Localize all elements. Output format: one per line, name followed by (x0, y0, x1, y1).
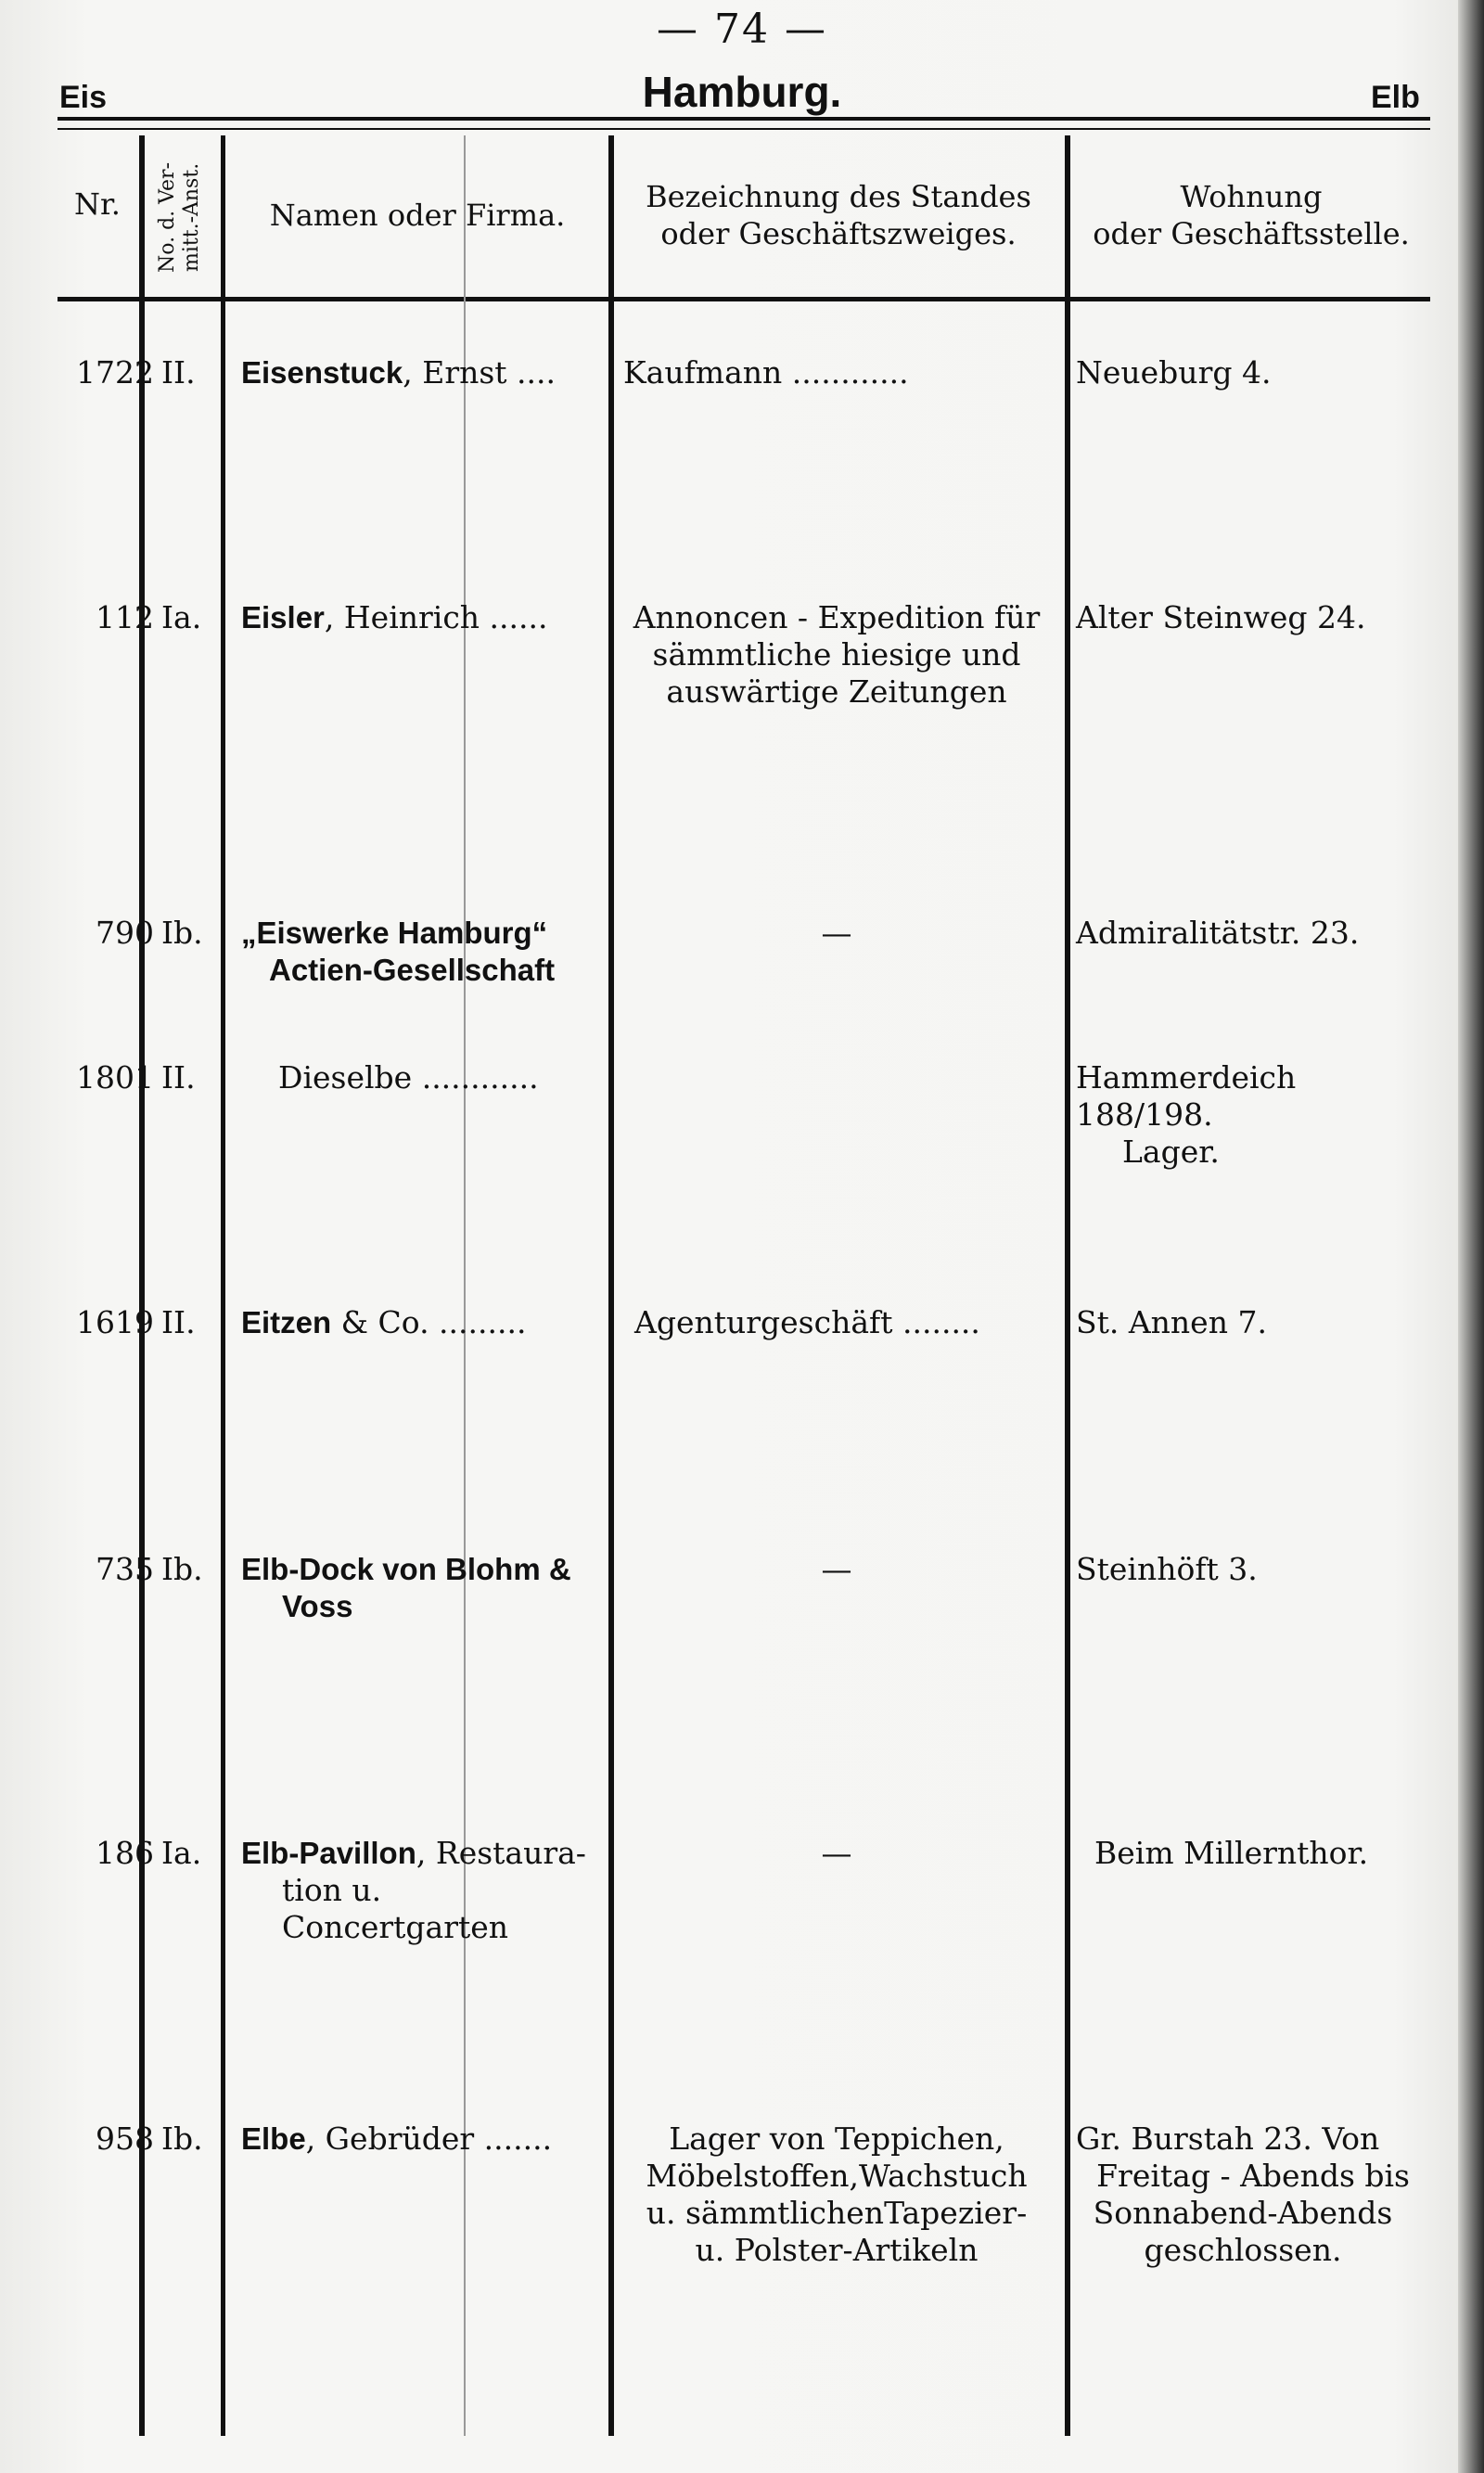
entry-name-bold: Eisler (241, 600, 325, 634)
entry-address: Beim Millernthor. (1094, 1835, 1369, 1871)
col-header-vermittlung: No. d. Ver-mitt.-Anst. (156, 161, 203, 273)
entry-nr: 735 (96, 1551, 154, 1587)
column-divider (1065, 135, 1070, 2436)
col-header-stand-line1: Bezeichnung des Standes (646, 179, 1031, 214)
entry-stand-line: auswärtige Zeitungen (666, 673, 1007, 710)
entry-class: II. (161, 1059, 196, 1096)
entry-name (241, 1304, 612, 1341)
page-number: — 74 — (657, 6, 827, 53)
page-title: Hamburg. (642, 68, 842, 116)
entry-name (241, 1551, 612, 1625)
entry-name-bold: Elb-Dock von Blohm & (241, 1552, 571, 1586)
col-header-wohn-line1: Wohnung (1180, 179, 1323, 214)
entry-name-line2: Voss (282, 1589, 353, 1623)
entry-name-rest: , Ernst .... (403, 354, 556, 391)
entry-nr: 1619 (76, 1304, 154, 1340)
entry-class: Ib. (161, 915, 203, 951)
entry-name (241, 1835, 612, 1946)
col-header-stand (614, 178, 1063, 252)
entry-address (1076, 1059, 1410, 1171)
entry-address-line: Freitag - Abends bis (1096, 2158, 1410, 2194)
entry-stand-line: Annoncen - Expedition für (633, 599, 1041, 635)
header-left: Eis (59, 80, 108, 115)
entry-stand-line: Lager von Teppichen, (669, 2121, 1004, 2157)
entry-class: Ia. (161, 599, 202, 635)
entry-nr: 790 (96, 915, 154, 951)
entry-name-bold: Eitzen (241, 1305, 332, 1339)
entry-address-line: geschlossen. (1144, 2232, 1342, 2268)
column-divider (139, 135, 145, 2436)
entry-name (241, 599, 612, 636)
page-edge-shadow (1458, 0, 1484, 2473)
entry-name-rest: & Co. ......... (331, 1304, 527, 1340)
entry-stand: — (821, 1551, 852, 1587)
entry-stand-line: Möbelstoffen,Wachstuch (646, 2158, 1028, 2194)
col-header-wohnung (1070, 178, 1432, 252)
entry-stand-line: u. sämmtlichenTapezier- (646, 2195, 1028, 2231)
entry-class: Ib. (161, 1551, 203, 1587)
bleed-through-line (464, 135, 466, 2436)
entry-stand: Agenturgeschäft ........ (634, 1304, 980, 1340)
entry-stand (623, 599, 1050, 711)
entry-address: Neueburg 4. (1076, 354, 1272, 391)
header-rule-thin (58, 128, 1430, 130)
entry-class: Ib. (161, 2121, 203, 2157)
entry-address (1076, 2121, 1410, 2269)
col-header-stand-line2: oder Geschäftszweiges. (660, 216, 1017, 251)
entry-class: II. (161, 354, 196, 391)
column-divider (608, 135, 614, 2436)
entry-name-bold: „Eiswerke Hamburg“ (241, 916, 548, 950)
entry-address-line: Sonnabend-Abends (1093, 2195, 1393, 2231)
entry-name-bold: Eisenstuck (241, 355, 403, 390)
entry-nr: 112 (96, 599, 154, 635)
entry-address-line: Gr. Burstah 23. Von (1076, 2121, 1380, 2157)
column-divider (221, 135, 225, 2436)
entry-name (241, 2121, 612, 2158)
entry-address: St. Annen 7. (1076, 1304, 1267, 1340)
entry-name (241, 354, 612, 391)
entry-name-bold: Elb-Pavillon (241, 1836, 416, 1870)
entry-stand-line: sämmtliche hiesige und (652, 636, 1021, 673)
entry-name (241, 915, 612, 989)
entry-name-line2: Actien-Gesellschaft (269, 953, 556, 987)
header-right: Elb (1371, 80, 1420, 115)
entry-nr: 1801 (76, 1059, 154, 1096)
col-header-wohn-line2: oder Geschäftsstelle. (1093, 216, 1410, 251)
entry-stand-line: u. Polster-Artikeln (695, 2232, 979, 2268)
entry-address: Alter Steinweg 24. (1076, 599, 1366, 635)
entry-name: Dieselbe ............ (278, 1059, 539, 1096)
entry-name-rest: , Gebrüder ....... (305, 2121, 553, 2157)
header-rule (58, 117, 1430, 121)
entry-stand: — (821, 1835, 852, 1871)
entry-name-bold: Elbe (241, 2121, 306, 2156)
col-header-name: Namen oder Firma. (269, 198, 566, 233)
entry-stand (623, 2121, 1050, 2269)
entry-nr: 958 (96, 2121, 154, 2157)
entry-nr: 186 (96, 1835, 154, 1871)
entry-address-line: Hammerdeich 188/198. (1076, 1059, 1297, 1133)
col-header-nr: Nr. (74, 186, 121, 222)
entry-stand: — (821, 915, 852, 951)
entry-name-line2: tion u. Concertgarten (282, 1872, 509, 1945)
entry-stand: Kaufmann ............ (623, 354, 909, 391)
entry-class: Ia. (161, 1835, 202, 1871)
entry-nr: 1722 (76, 354, 154, 391)
entry-address: Admiralitätstr. 23. (1076, 915, 1360, 951)
entry-name-rest: , Heinrich ...... (324, 599, 548, 635)
entry-name-rest: , Restaura- (416, 1835, 586, 1871)
entry-address-line: Lager. (1122, 1134, 1220, 1170)
column-head-rule (58, 297, 1430, 301)
entry-address: Steinhöft 3. (1076, 1551, 1258, 1587)
entry-class: II. (161, 1304, 196, 1340)
